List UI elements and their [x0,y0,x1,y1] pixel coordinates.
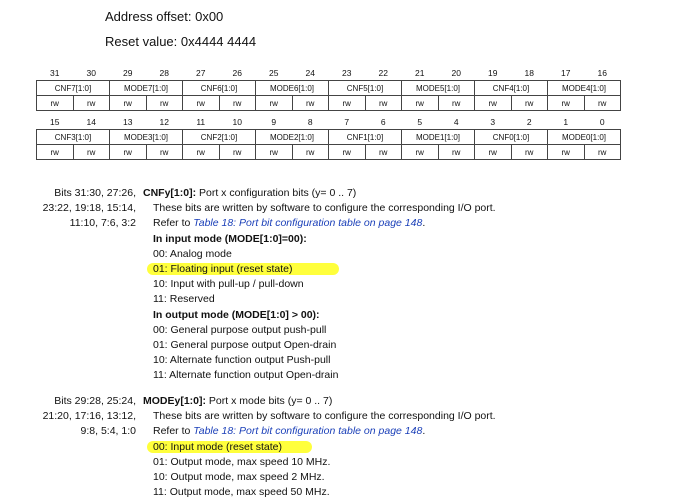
access-rw: rw [584,145,621,160]
bit-number: 21 [415,68,425,78]
cnf-desc: These bits are written by software to configure the corresponding I/O port. [153,202,496,215]
bit-number: 23 [342,68,352,78]
cnf-output-item: 10: Alternate function output Push-pull [153,354,331,367]
mode-title [143,394,332,409]
bit-number: 2 [526,117,532,127]
field-name: CNF7[1:0] [37,81,110,96]
access-rw: rw [438,145,475,160]
access-rw: rw [219,145,256,160]
floating-input-highlight: 01: Floating input (reset state) [147,263,339,275]
field-name: MODE3[1:0] [110,130,183,145]
access-rw: rw [511,145,548,160]
refer-prefix: Refer to [153,217,194,230]
cnf-input-item: 00: Analog mode [153,247,232,260]
bit-number: 24 [305,68,315,78]
access-rw: rw [329,145,366,160]
cnf-field-name: CNFy[1:0]: [143,187,197,199]
register-lower-table [36,115,621,160]
field-name: MODE1[1:0] [402,130,475,145]
cnf-title [143,186,356,201]
cnf-title-text: Port x configuration bits (y= 0 .. 7) [196,187,357,199]
access-rw: rw [146,96,183,111]
field-name: MODE7[1:0] [110,81,183,96]
cnf-refer [153,216,683,231]
access-rw: rw [110,96,147,111]
cnf-input-head [153,232,683,247]
mode-body [153,409,683,500]
bit-number: 0 [599,117,605,127]
bit-number: 7 [344,117,350,127]
access-rw: rw [37,145,74,160]
access-rw: rw [365,96,402,111]
cnf-output-head [153,308,683,323]
bit-number: 11 [196,117,206,127]
access-rw: rw [584,96,621,111]
cnf-body [153,201,683,383]
access-rw: rw [548,145,585,160]
bit-number: 20 [451,68,461,78]
mode-item: 10: Output mode, max speed 2 MHz. [153,470,325,483]
reset-value: Reset value: 0x4444 4444 [105,34,257,49]
bit-number: 10 [232,117,242,127]
field-name: MODE5[1:0] [402,81,475,96]
cnf-output-item: 01: General purpose output Open-drain [153,338,337,351]
mode-field-name: MODEy[1:0]: [143,395,207,407]
bit-number: 29 [123,68,133,78]
bit-range-line: 23:22, 19:18, 15:14, [42,202,136,215]
bit-number: 4 [453,117,459,127]
bit-number: 17 [561,68,571,78]
mode-refer [153,424,683,439]
bit-number: 1 [563,117,569,127]
field-name: MODE6[1:0] [256,81,329,96]
field-name: CNF2[1:0] [183,130,256,145]
access-rw: rw [438,96,475,111]
access-rw: rw [511,96,548,111]
field-name: CNF0[1:0] [475,130,548,145]
register-upper-table [36,66,621,111]
refer-suffix: . [422,217,426,230]
access-rw: rw [73,96,110,111]
cnf-input-item: 11: Reserved [153,293,215,306]
field-name: MODE4[1:0] [548,81,621,96]
bit-number: 14 [86,117,96,127]
bit-number: 3 [490,117,496,127]
cnf-input-item-highlighted [153,262,683,277]
field-name: CNF5[1:0] [329,81,402,96]
bit-number: 6 [380,117,386,127]
access-rw: rw [402,145,439,160]
mode-bit-range [20,394,136,440]
access-rw: rw [183,96,220,111]
refer-suffix: . [422,425,426,438]
bit-range-line: 9:8, 5:4, 1:0 [80,425,136,438]
access-rw: rw [475,96,512,111]
access-rw: rw [365,145,402,160]
mode-desc: These bits are written by software to configure the corresponding I/O port. [153,410,496,423]
access-rw: rw [475,145,512,160]
table18-link[interactable]: Table 18: Port bit configuration table on page 148 [193,217,423,230]
access-rw: rw [183,145,220,160]
access-rw: rw [548,96,585,111]
bit-number: 30 [86,68,96,78]
address-offset: Address offset: 0x00 [105,9,224,24]
bit-number: 28 [159,68,169,78]
access-rw: rw [219,96,256,111]
field-name: MODE0[1:0] [548,130,621,145]
field-name: CNF1[1:0] [329,130,402,145]
bit-number: 25 [269,68,279,78]
field-name: CNF4[1:0] [475,81,548,96]
table18-link[interactable]: Table 18: Port bit configuration table on page 148 [193,425,423,438]
refer-prefix: Refer to [153,425,194,438]
access-rw: rw [292,96,329,111]
input-mode-heading: In input mode (MODE[1:0]=00): [153,232,307,245]
field-name: CNF6[1:0] [183,81,256,96]
access-rw: rw [329,96,366,111]
bit-number: 19 [488,68,498,78]
access-rw: rw [73,145,110,160]
cnf-output-item: 11: Alternate function output Open-drain [153,369,339,382]
field-name: CNF3[1:0] [37,130,110,145]
cnf-output-item: 00: General purpose output push-pull [153,323,327,336]
bit-number: 27 [196,68,206,78]
bit-number: 18 [524,68,534,78]
bit-range-line: 21:20, 17:16, 13:12, [42,410,136,423]
cnf-input-item: 10: Input with pull-up / pull-down [153,278,304,291]
access-rw: rw [256,145,293,160]
bit-range-line: Bits 31:30, 27:26, [54,187,136,199]
bit-number: 5 [417,117,423,127]
access-rw: rw [292,145,329,160]
input-mode-highlight: 00: Input mode (reset state) [147,441,312,453]
bit-number: 12 [159,117,169,127]
mode-item: 01: Output mode, max speed 10 MHz. [153,455,331,468]
bit-number: 9 [271,117,277,127]
bit-number: 16 [597,68,607,78]
cnf-bit-range [20,186,136,232]
bit-range-line: Bits 29:28, 25:24, [54,395,136,407]
bit-number: 13 [123,117,133,127]
mode-item-highlighted [153,440,683,455]
bit-number: 8 [307,117,313,127]
access-rw: rw [402,96,439,111]
output-mode-heading: In output mode (MODE[1:0] > 00): [153,308,320,321]
bit-range-line: 11:10, 7:6, 3:2 [69,217,136,230]
bit-number: 15 [50,117,60,127]
bit-number: 22 [378,68,388,78]
access-rw: rw [146,145,183,160]
bit-number: 26 [232,68,242,78]
mode-title-text: Port x mode bits (y= 0 .. 7) [206,395,333,407]
access-rw: rw [110,145,147,160]
mode-item: 11: Output mode, max speed 50 MHz. [153,486,330,499]
field-name: MODE2[1:0] [256,130,329,145]
bit-number: 31 [50,68,60,78]
access-rw: rw [37,96,74,111]
access-rw: rw [256,96,293,111]
